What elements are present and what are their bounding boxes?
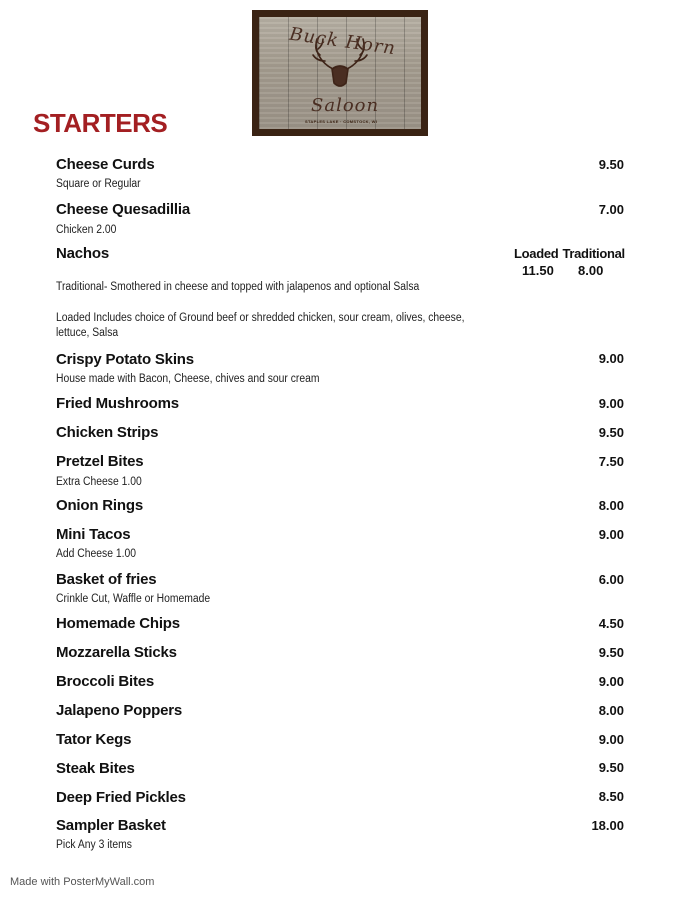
menu-item-name: Pretzel Bites [56, 453, 144, 470]
menu-item-name: Crispy Potato Skins [56, 351, 194, 368]
menu-item-name: Chicken Strips [56, 424, 159, 441]
nachos-price-header [514, 246, 629, 261]
footer-credit: Made with PosterMyWall.com [10, 876, 155, 888]
section-title-starters: STARTERS [33, 108, 168, 138]
menu-item-name: Fried Mushrooms [56, 395, 179, 412]
menu-item-name: Basket of fries [56, 571, 157, 588]
menu-item-price: 8.00 [598, 703, 624, 718]
menu-item-name: Jalapeno Poppers [56, 702, 183, 719]
menu-item-price: 9.00 [598, 527, 624, 542]
menu-item-name: Mini Tacos [56, 526, 131, 543]
saloon-logo [252, 10, 428, 136]
menu-item-price: 7.50 [598, 454, 624, 469]
menu-item-name: Mozzarella Sticks [56, 644, 177, 661]
menu-item-description: lettuce, Salsa [56, 327, 119, 339]
menu-item-name: Onion Rings [56, 497, 143, 514]
logo-title-line2: Saloon [311, 95, 380, 116]
menu-item-price: 7.00 [598, 202, 624, 217]
menu-item-description: Traditional- Smothered in cheese and topped with jalapenos and optional Salsa [56, 281, 420, 293]
menu-item-price: 9.00 [598, 732, 624, 747]
menu-item-price: 6.00 [598, 572, 624, 587]
menu-item-name: Homemade Chips [56, 615, 180, 632]
nachos-traditional-label: Traditional [562, 246, 625, 261]
menu-item-price: 8.00 [598, 498, 624, 513]
menu-item-name: Steak Bites [56, 760, 135, 777]
logo-address: STAPLES LAKE · COMSTOCK, WI [305, 119, 378, 124]
menu-item-price: 9.00 [598, 351, 624, 366]
menu-item-description: Crinkle Cut, Waffle or Homemade [56, 593, 211, 605]
menu-item-price: 8.50 [598, 789, 624, 804]
nachos-loaded-price: 11.50 [522, 263, 554, 278]
menu-item-price: 9.50 [598, 645, 624, 660]
menu-item-name: Nachos [56, 245, 109, 262]
logo-title-line1: Buck Horn [288, 23, 398, 60]
menu-item-price: 9.50 [598, 425, 624, 440]
menu-item-description: Pick Any 3 items [56, 839, 132, 851]
menu-item-price: 9.50 [598, 157, 624, 172]
menu-item-name: Broccoli Bites [56, 673, 155, 690]
menu-item-name: Cheese Quesadillia [56, 201, 190, 218]
menu-item-name: Tator Kegs [56, 731, 132, 748]
menu-item-description: Loaded Includes choice of Ground beef or shredded chicken, sour cream, olives, cheese, [56, 312, 465, 324]
menu-item-name: Sampler Basket [56, 817, 166, 834]
menu-item-price: 9.00 [598, 674, 624, 689]
menu-item-name: Cheese Curds [56, 156, 155, 173]
menu-item-description: Chicken 2.00 [56, 224, 117, 236]
menu-item-price: 9.00 [598, 396, 624, 411]
nachos-loaded-label: Loaded [514, 246, 559, 261]
menu-item-price: 9.50 [598, 760, 624, 775]
menu-item-description: House made with Bacon, Cheese, chives and sour cream [56, 373, 320, 385]
menu-item-description: Square or Regular [56, 178, 141, 190]
menu-item-name: Deep Fried Pickles [56, 789, 186, 806]
menu-item-description: Extra Cheese 1.00 [56, 476, 142, 488]
menu-item-price: 18.00 [591, 818, 624, 833]
menu-item-description: Add Cheese 1.00 [56, 548, 136, 560]
nachos-traditional-price: 8.00 [578, 263, 604, 278]
menu-item-price: 4.50 [598, 616, 624, 631]
